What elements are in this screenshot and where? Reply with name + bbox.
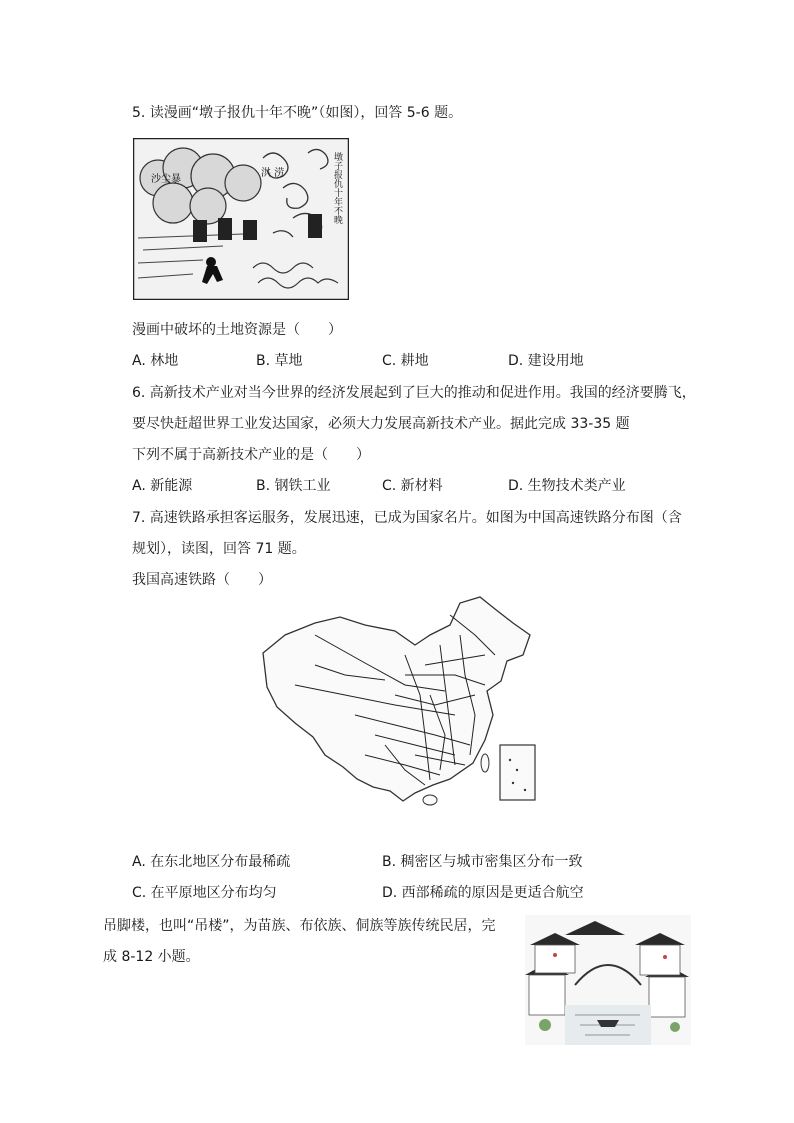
china-railway-map xyxy=(255,595,545,817)
q6-stem-line2: 要尽快赶超世界工业发达国家，必须大力发展高新技术产业。据此完成 33-35 题 xyxy=(132,416,630,432)
q6-question: 下列不属于高新技术产业的是（ ） xyxy=(132,447,370,463)
q5-stem: 5. 读漫画“墩子报仇十年不晚”（如图），回答 5-6 题。 xyxy=(132,105,463,121)
q7-option-b: B. 稠密区与城市密集区分布一致 xyxy=(382,854,583,870)
cartoon-caption: 墩子报仇十年不晚 xyxy=(332,152,342,224)
q8-text-line1: 吊脚楼，也叫“吊楼”，为苗族、布依族、侗族等族传统民居，完 xyxy=(103,918,496,934)
q7-option-c: C. 在平原地区分布均匀 xyxy=(132,885,277,901)
q6-option-b: B. 钢铁工业 xyxy=(256,478,331,494)
q6-option-c: C. 新材料 xyxy=(382,478,443,494)
q6-stem-line1: 6. 高新技术产业对当今世界的经济发展起到了巨大的推动和促进作用。我国的经济要腾飞， xyxy=(132,385,696,401)
q7-stem-line1: 7. 高速铁路承担客运服务，发展迅速，已成为国家名片。如图为中国高速铁路分布图（含 xyxy=(132,510,682,526)
q6-option-a: A. 新能源 xyxy=(132,478,193,494)
q5-option-c: C. 耕地 xyxy=(382,353,429,369)
q7-option-a: A. 在东北地区分布最稀疏 xyxy=(132,854,291,870)
q8-text-line2: 成 8-12 小题。 xyxy=(103,949,200,965)
cartoon-label-sandstorm: 沙尘暴 xyxy=(151,174,181,185)
cartoon-label-flood: 洪 涝 xyxy=(261,168,285,179)
q5-option-a: A. 林地 xyxy=(132,353,179,369)
q5-option-b: B. 草地 xyxy=(256,353,303,369)
stilt-house-painting xyxy=(525,915,691,1045)
q7-stem-line2: 规划），读图，回答 71 题。 xyxy=(132,541,306,557)
q7-question: 我国高速铁路（ ） xyxy=(132,572,272,588)
q7-option-d: D. 西部稀疏的原因是更适合航空 xyxy=(382,885,584,901)
q6-option-d: D. 生物技术类产业 xyxy=(508,478,626,494)
cartoon-figure xyxy=(133,138,349,300)
q5-option-d: D. 建设用地 xyxy=(508,353,584,369)
q5-question: 漫画中破坏的土地资源是（ ） xyxy=(132,322,342,338)
